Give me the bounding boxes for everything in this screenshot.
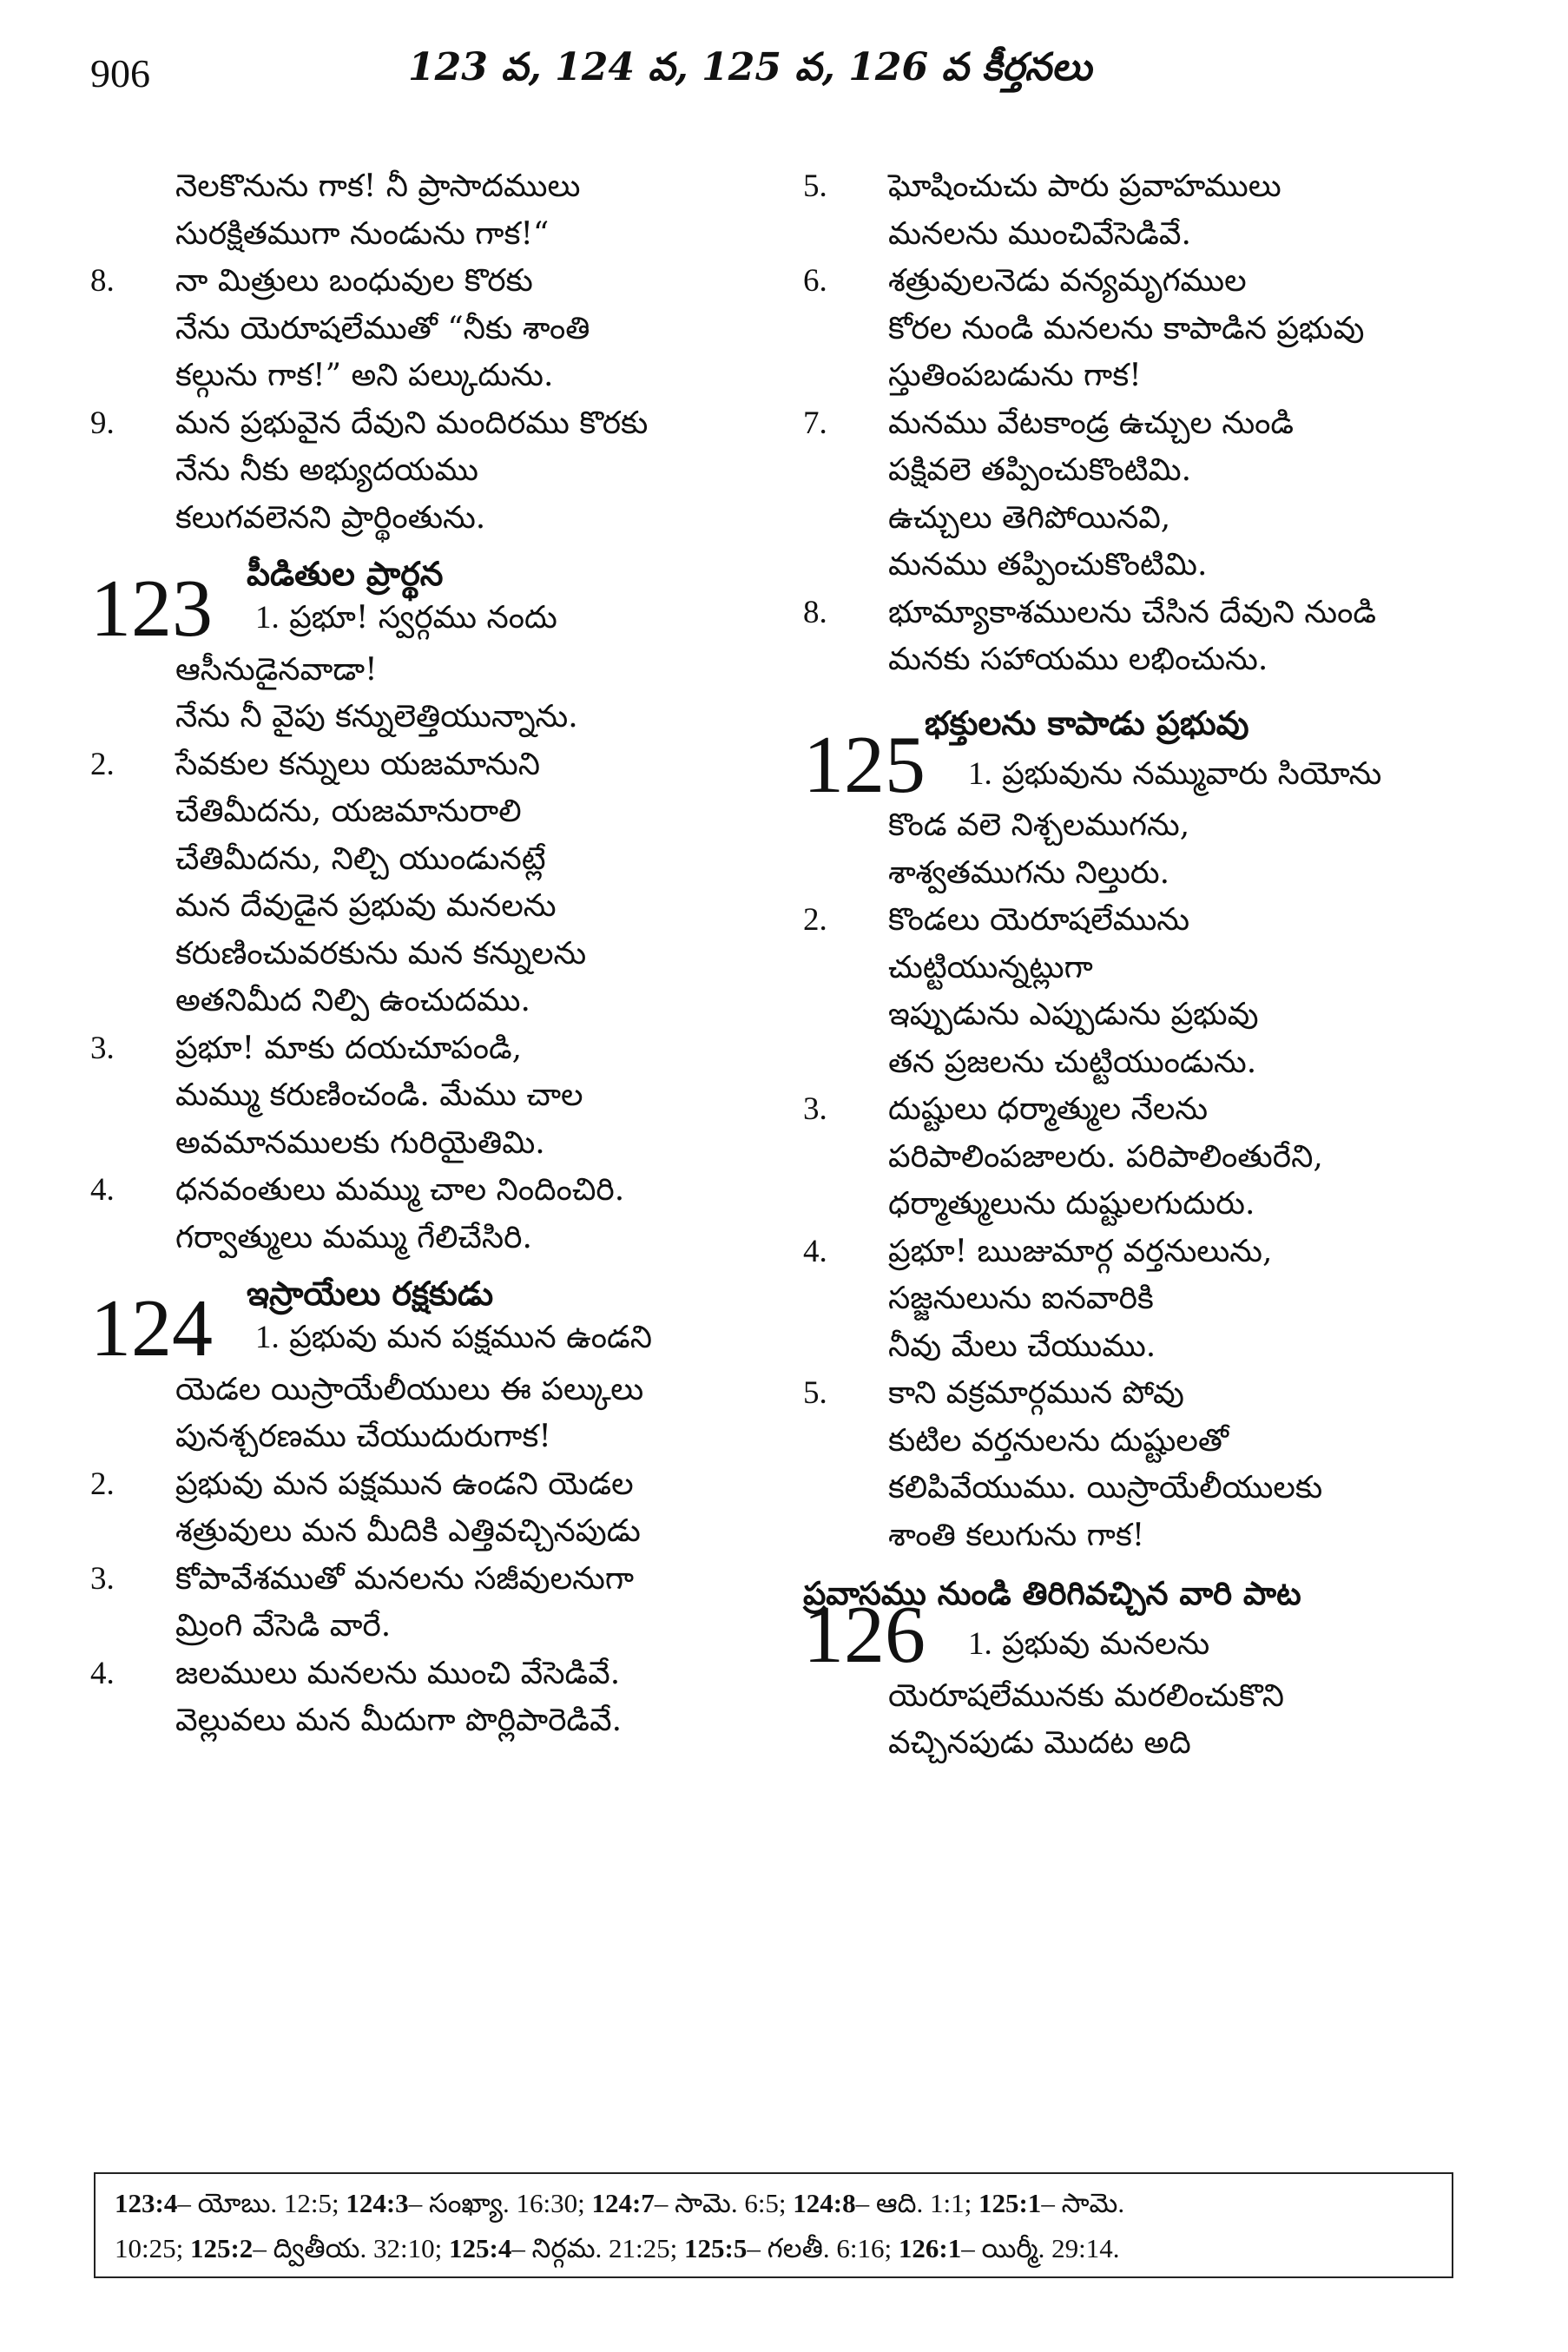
verse-line: నీవు మేలు చేయుము. [888, 1328, 1156, 1364]
verse-8: 8. భూమ్యాకాశములను చేసిన దేవుని నుండి [803, 594, 1376, 630]
verse-line: చుట్టియున్నట్లుగా [888, 949, 1093, 985]
verse-line: యెరూషలేమునకు మరలించుకొని [888, 1677, 1285, 1714]
psalm-number: 126 [803, 1590, 926, 1680]
cross-reference-line: 123:4– యోబు. 12:5; 124:3– సంఖ్యా. 16:30; 124:7– సామె. 6:5; 124:8– ఆది. 1:1; 125:1– సామె. [115, 2188, 1125, 2218]
psalm-123-start: 123 1. ప్రభూ! స్వర్గము నందు [90, 563, 557, 654]
verse-line: పునశ్చరణము చేయుదురుగాక! [175, 1419, 551, 1454]
verse-line: సజ్జనులును ఐనవారికి [888, 1281, 1154, 1316]
verse-line: మనము తప్పించుకొంటిమి. [888, 547, 1208, 583]
psalm-124-start: 124 1. ప్రభువు మన పక్షమున ఉండని [90, 1283, 652, 1374]
verse-2: 2. ప్రభువు మన పక్షమున ఉండని యెడల [90, 1466, 634, 1502]
psalm-number: 123 [90, 563, 213, 654]
psalm-number: 125 [803, 719, 926, 810]
verse-4: 4. ప్రభూ! ఋజుమార్గ వర్తనులును, [803, 1233, 1273, 1269]
verse-line: నేను నీ వైపు కన్నులెత్తియున్నాను. [175, 699, 578, 735]
running-title: 123 వ, 124 వ, 125 వ, 126 వ కీర్తనలు [408, 45, 1092, 89]
verse-line: చేతిమీదను, నిల్చి యుండునట్లే [175, 840, 546, 877]
verse-line: ఆసీనుడైనవాడా! [175, 651, 378, 688]
verse-line: ఉచ్చులు తెగిపోయినవి, [888, 499, 1171, 536]
verse-3: 3. కోపావేశముతో మనలను సజీవులనుగా [90, 1560, 635, 1597]
verse-line: పక్షివలె తప్పించుకొంటిమి. [888, 452, 1192, 488]
psalm-125-heading: భక్తులను కాపాడు ప్రభువు [925, 702, 1249, 742]
psalm-126-heading: ప్రవాసము నుండి తిరిగివచ్చిన వారి పాట [803, 1574, 1301, 1612]
left-column [90, 163, 759, 1745]
verse-2: 2. కొండలు యెరూషలేమును [803, 902, 1190, 938]
verse-line: కరుణించువరకును మన కన్నులను [175, 935, 587, 972]
verse-line: ధర్మాత్ములును దుష్టులగుదురు. [888, 1186, 1255, 1222]
verse-line: యెడల యిస్రాయేలీయులు ఈ పల్కులు [175, 1371, 644, 1407]
verse-4: 4. ధనవంతులు మమ్ము చాల నిందించిరి. [90, 1172, 625, 1208]
cross-references-box [94, 2172, 1453, 2278]
right-column [803, 163, 1498, 1768]
verse-7: 7. మనము వేటకాండ్ర ఉచ్చుల నుండి [803, 405, 1295, 441]
verse-4: 4. జలములు మనలను ముంచి వేసెడివే. [90, 1655, 621, 1691]
psalm-number: 124 [90, 1283, 213, 1374]
verse-2: 2. సేవకుల కన్నులు యజమానుని [90, 746, 541, 782]
cross-reference-line: 10:25; 125:2– ద్వితీయ. 32:10; 125:4– నిర్గమ. 21:25; 125:5– గలతీ. 6:16; 126:1– యిర్మీ. 29:14. [115, 2233, 1120, 2263]
verse-line: సురక్షితముగా నుండును గాక!“ [175, 215, 550, 252]
verse-line: మమ్ము కరుణించండి. మేము చాల [175, 1077, 583, 1113]
verse-line: నెలకొనును గాక! నీ ప్రాసాదములు [175, 168, 581, 204]
verse-9: 9. మన ప్రభువైన దేవుని మందిరము కొరకు [90, 405, 649, 441]
verse-line: కుటిల వర్తనులను దుష్టులతో [888, 1422, 1229, 1459]
verse-line: శాంతి కలుగును గాక! [888, 1517, 1145, 1553]
verse-line: స్తుతింపబడును గాక! [888, 358, 1142, 393]
psalm-125-start: 125 1. ప్రభువును నమ్మువారు సియోను [803, 719, 1382, 810]
verse-line: కలుగవలెనని ప్రార్థింతును. [175, 499, 486, 536]
verse-line: మనలను ముంచివేసెడివే. [888, 215, 1191, 252]
verse-line: నేను నీకు అభ్యుదయము [175, 452, 479, 488]
verse-6: 6. శత్రువులనెడు వన్యమృగముల [803, 263, 1247, 299]
verse-line: కలిపివేయుము. యిస్రాయేలీయులకు [888, 1470, 1323, 1505]
verse-line: పరిపాలింపజాలరు. పరిపాలింతురేని, [888, 1138, 1323, 1175]
verse-3: 3. ప్రభూ! మాకు దయచూపండి, [90, 1030, 523, 1066]
psalm-124-heading: ఇస్రాయేలు రక్షకుడు [247, 1274, 494, 1313]
verse-line: గర్వాత్ములు మమ్ము గేలిచేసిరి. [175, 1219, 532, 1255]
verse-line: చేతిమీదను, యజమానురాలి [175, 794, 522, 829]
verse-line: వెల్లువలు మన మీదుగా పొర్లిపారెడివే. [175, 1703, 623, 1738]
verse-line: మనకు సహాయము లభించును. [888, 642, 1268, 677]
verse-8: 8. నా మిత్రులు బంధువుల కొరకు [90, 263, 533, 299]
verse-line: వచ్చినపుడు మొదట అది [888, 1725, 1191, 1761]
verse-line: నేను యెరూషలేముతో “నీకు శాంతి [175, 310, 590, 346]
verse-line: కల్గును గాక!” అని పల్కుదును. [175, 358, 554, 393]
verse-line: మన దేవుడైన ప్రభువు మనలను [175, 888, 557, 924]
verse-5: 5. ఘోషించుచు పారు ప్రవాహములు [803, 168, 1281, 204]
verse-line: కొండ వలె నిశ్చలముగను, [888, 807, 1190, 843]
verse-line: ఇప్పుడును ఎప్పుడును ప్రభువు [888, 997, 1259, 1032]
psalm-123-heading: పీడితుల ప్రార్థన [247, 554, 444, 593]
verse-line: తన ప్రజలను చుట్టియుండును. [888, 1044, 1257, 1080]
verse-line: కోరల నుండి మనలను కాపాడిన ప్రభువు [888, 310, 1365, 346]
verse-3: 3. దుష్టులు ధర్మాత్ముల నేలను [803, 1091, 1209, 1127]
verse-line: శాశ్వతముగను నిల్తురు. [888, 854, 1170, 891]
verse-5: 5. కాని వక్రమార్గమున పోవు [803, 1375, 1184, 1411]
verse-line: అవమానములకు గురియైతిమి. [175, 1124, 545, 1161]
psalm-126-start: 126 1. ప్రభువు మనలను [803, 1590, 1210, 1680]
page-number: 906 [90, 51, 150, 96]
verse-line: మ్రింగి వేసెడి వారే. [175, 1608, 392, 1644]
verse-line: అతనిమీద నిల్పి ఉంచుదము. [175, 983, 530, 1018]
verse-line: శత్రువులు మన మీదికి ఎత్తివచ్చినపుడు [175, 1513, 641, 1549]
